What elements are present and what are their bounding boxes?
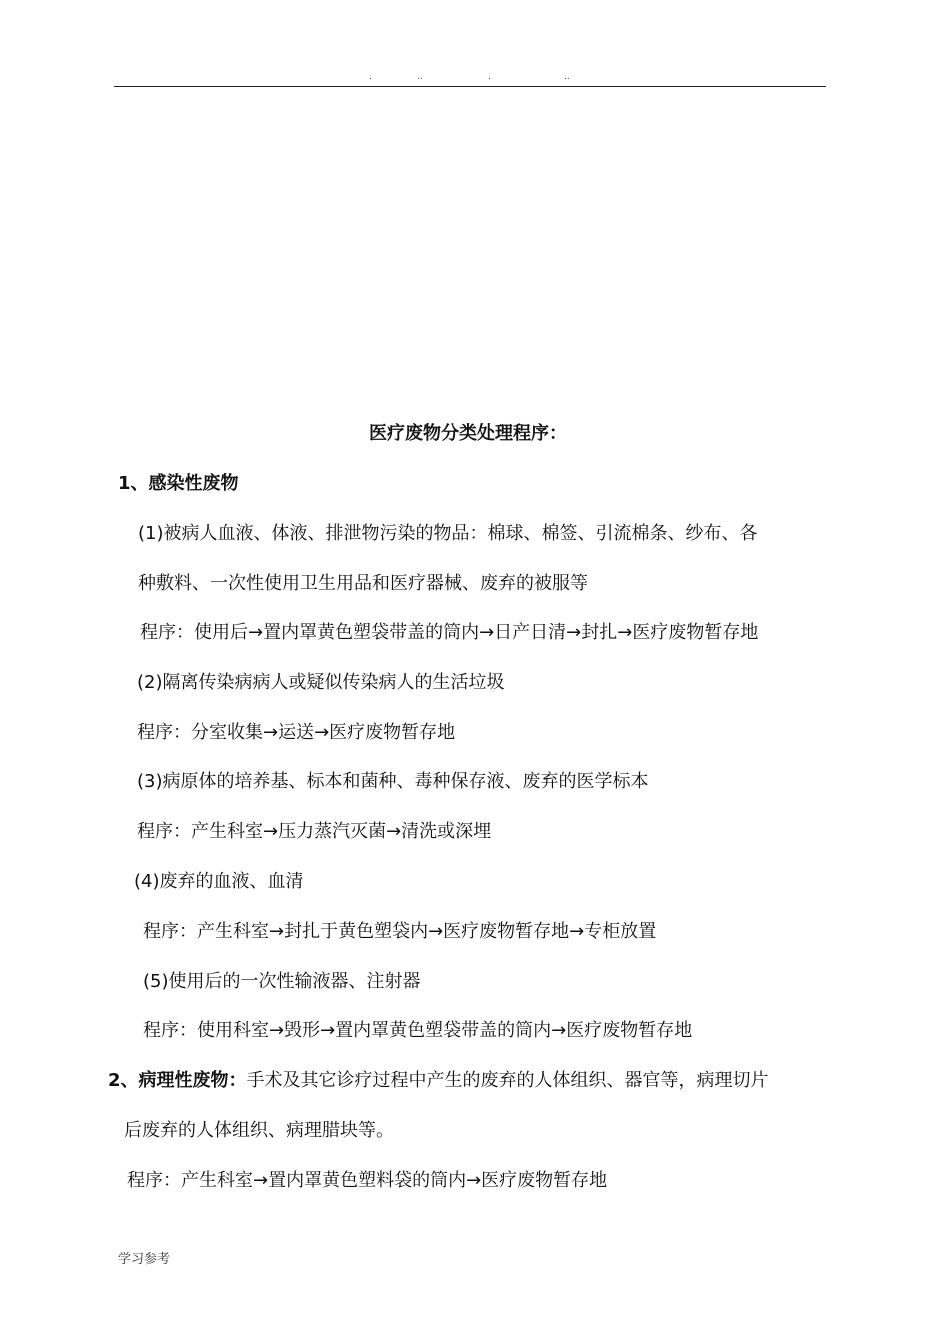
section1-item4-procedure: 程序：产生科室→封扎于黄色塑袋内→医疗废物暂存地→专柜放置	[143, 921, 657, 942]
section1-item1-line2: 种敷料、一次性使用卫生用品和医疗器械、废弃的被服等	[138, 573, 588, 594]
section2-text-line2: 后废弃的人体组织、病理腊块等。	[124, 1120, 394, 1141]
section1-item5: (5)使用后的一次性输液器、注射器	[143, 971, 421, 992]
header-dot: .	[488, 72, 491, 82]
section1-item2: (2)隔离传染病病人或疑似传染病人的生活垃圾	[137, 672, 505, 693]
section1-item1-procedure: 程序：使用后→置内罩黄色塑袋带盖的筒内→日产日清→封扎→医疗废物暂存地	[140, 622, 759, 643]
header-dot: ..	[564, 72, 570, 82]
section2-line1	[108, 1069, 769, 1093]
section1-item2-procedure: 程序：分室收集→运送→医疗废物暂存地	[137, 722, 456, 743]
document-title: 医疗废物分类处理程序：	[369, 423, 567, 444]
page-footer: 学习参考	[118, 1252, 171, 1267]
section2-heading: 2、病理性废物：	[108, 1070, 247, 1091]
section1-item5-procedure: 程序：使用科室→毁形→置内罩黄色塑袋带盖的筒内→医疗废物暂存地	[143, 1020, 693, 1041]
header-dot: .	[369, 72, 372, 82]
section1-item3: (3)病原体的培养基、标本和菌种、毒种保存液、废弃的医学标本	[137, 771, 649, 792]
header-dot: ..	[417, 72, 423, 82]
section1-heading: 1、感染性废物	[118, 473, 239, 494]
section2-procedure: 程序：产生科室→置内罩黄色塑料袋的筒内→医疗废物暂存地	[127, 1170, 608, 1191]
section1-item1-line1: (1)被病人血液、体液、排泄物污染的物品：棉球、棉签、引流棉条、纱布、各	[138, 523, 758, 544]
section2-text-line1: 手术及其它诊疗过程中产生的废弃的人体组织、器官等，病理切片	[246, 1070, 769, 1091]
section1-item3-procedure: 程序：产生科室→压力蒸汽灭菌→清洗或深埋	[137, 821, 492, 842]
section1-item4: (4)废弃的血液、血清	[134, 871, 304, 892]
header-rule	[114, 86, 826, 87]
